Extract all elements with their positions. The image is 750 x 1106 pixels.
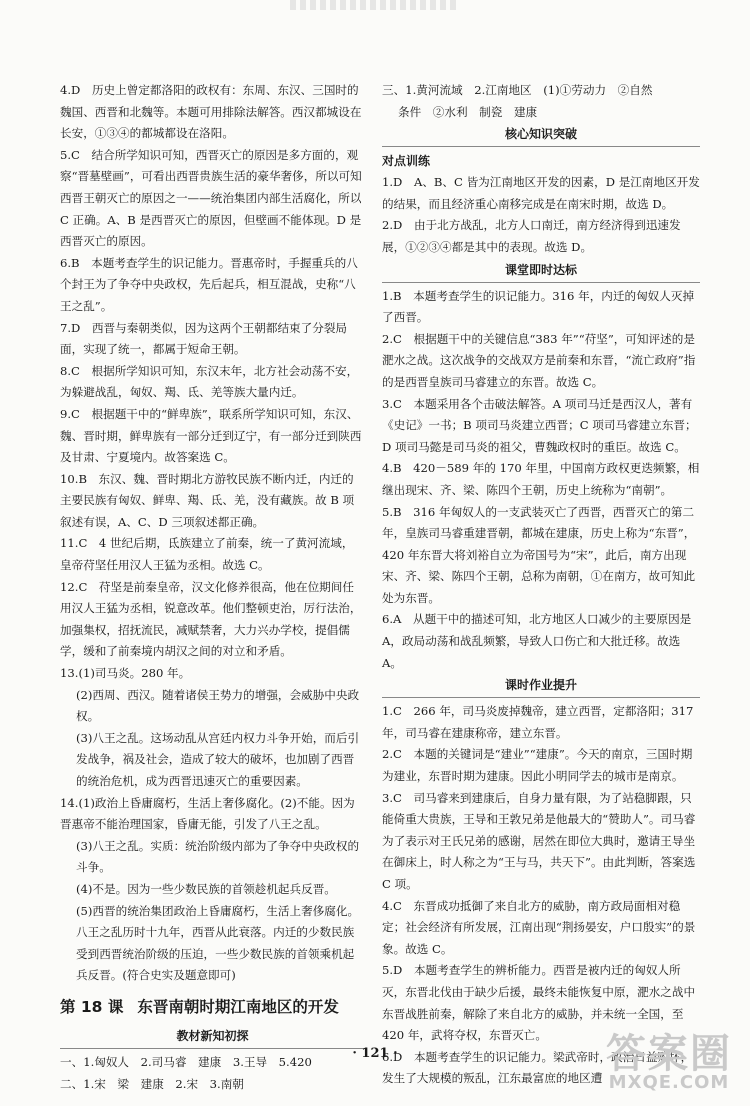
answer-item: 1.D A、B、C 皆为江南地区开发的因素，D 是江南地区开发的结果，而且经济重心南移完成是在南宋时期，故选 D。 [382,175,700,211]
watermark-url: MXQE.COM [608,1072,730,1093]
right-column [382,80,700,1090]
left-column [60,80,365,1095]
answer-item: 2.C 根据题干中的关键信息“383 年”“苻坚”，可知评述的是淝水之战。这次战争的交战双方是前秦和东晋，“流亡政府”指的是西晋皇族司马睿建立的东晋。故选 C。 [382,331,696,389]
answer-subitem: (5)西晋的统治集团政治上昏庸腐朽，生活上奢侈腐化。八王之乱历时十九年，西晋从此衰落。内迁的少数民族受到西晋统治阶级的压迫，一些少数民族的首领乘机起兵反晋。(符合史实及题意即可) [76,903,360,983]
lesson-name: 东晋南朝时期江南地区的开发 [137,997,339,1016]
subsection-heading: 对点训练 [382,154,431,169]
answer-item: 1.C 266 年，司马炎废掉魏帝，建立西晋，定都洛阳；317 年，司马睿在建康称帝，建立东晋。 [382,704,698,740]
scan-header-mark [290,0,460,10]
answer-item: 8.C 根据所学知识可知，东汉末年，北方社会动荡不安，为躲避战乱，匈奴、羯、氐、羌等族大量内迁。 [60,363,359,400]
answer-item: 4.D 历史上曾定都洛阳的政权有：东周、东汉、三国时的魏国、西晋和北魏等。本题可用排除法解答。西汉都城设在长安，①③④的都城都设在洛阳。 [60,83,362,141]
answer-subitem: (3)八王之乱。实质：统治阶级内部为了争夺中央政权的斗争。 [76,838,360,875]
answer-item: 2.C 本题的关键词是“建业”“建康”。今天的南京，三国时期为建业，东晋时期为建康。因此小明同学去的城市是南京。 [382,747,693,784]
answer-item: 4.B 420－589 年的 170 年里，中国南方政权更迭频繁，相继出现宋、齐、梁、陈四个王朝，历史上统称为“南朝”。 [382,461,700,497]
watermark-text: 答案圈 [606,1031,732,1077]
answer-item: 7.D 西晋与秦朝类似，因为这两个王朝都结束了分裂局面，实现了统一，都属于短命王朝。 [60,320,348,357]
answer-item: 11.C 4 世纪后期，氐族建立了前秦，统一了黄河流域，皇帝苻坚任用汉人王猛为丞相。故选 C。 [60,536,354,573]
answer-item: 6.B 本题考查学生的识记能力。晋惠帝时，手握重兵的八个封王为了争夺中央政权，先后起兵，相互混战，史称“八王之乱”。 [60,255,358,313]
answer-item: 6.A 从题干中的描述可知，北方地区人口减少的主要原因是 A，政局动荡和战乱频繁，导致人口伤亡和大批迁移。故选 A。 [382,612,695,670]
answer-subitem: (2)西周、西汉。随着诸侯王势力的增强，会威胁中央政权。 [76,687,360,724]
answer-item: 14.(1)政治上昏庸腐朽，生活上奢侈腐化。(2)不能。因为晋惠帝不能治理国家，昏庸无能，引发了八王之乱。 [60,795,355,832]
answer-item: 5.D 本题考查学生的辨析能力。西晋是被内迁的匈奴人所灭，东晋北伐由于缺少后援，最终未能恢复中原，淝水之战中东晋战胜前秦，解除了来自北方的威胁，并未统一全国，至 420 年，武将夺权，东晋灭亡。 [382,963,696,1043]
answer-subitem: (3)八王之乱。这场动乱从宫廷内权力斗争开始，而后引发战争，祸及社会，造成了较大的破坏，也加剧了西晋的统治危机，成为西晋迅速灭亡的重要因素。 [76,730,360,788]
answer-item: 5.B 316 年匈奴人的一支武装灭亡了西晋，西晋灭亡的第二年，皇族司马睿重建晋朝，都城在建康，历史上称为“东晋”，420 年东晋大将刘裕自立为帝国号为“宋”，此后，南方出现宋、齐、梁、陈四个王朝，总称为南朝，①在南方，故可知此处为东晋。 [382,504,696,605]
answer-item: 4.C 东晋成功抵御了来自北方的威胁，南方政局面相对稳定；社会经济有所发展，江南出现“荆扬晏安，户口殷实”的景象。故选 C。 [382,898,696,956]
section-heading: 核心知识突破 [504,127,577,142]
divider [382,282,700,283]
answer-item: 2.D 由于北方战乱，北方人口南迁，南方经济得到迅速发展，①②③④都是其中的表现。故选 D。 [382,218,681,254]
answer-item: 6.D 本题考查学生的识记能力。梁武帝时，政治日益败坏，发生了大规模的叛乱，江东最富庶的地区遭 [382,1049,693,1086]
answer-item: 12.C 苻坚是前秦皇帝，汉文化修养很高，他在位期间任用汉人王猛为丞相，锐意改革。他们整顿吏治，厉行法治，加强集权，招抚流民，减赋禁奢，大力兴办学校，提倡儒学，缓和了前秦境内胡汉之间的对立和矛盾。 [60,579,362,659]
section-heading: 课时作业提升 [504,678,577,693]
answer-subitem: (4)不是。因为一些少数民族的首领趁机起兵反晋。 [76,881,336,896]
answer-item: 1.B 本题考查学生的识记能力。316 年，内迁的匈奴人灭掉了西晋。 [382,288,695,325]
answer-item: 二、1.宋 梁 建康 2.宋 3.南朝 [60,1076,244,1091]
section-heading: 课堂即时达标 [504,262,577,277]
answer-item: 三、1.黄河流域 2.江南地区 (1)①劳动力 ②自然 [382,83,653,97]
answer-item: 10.B 东汉、魏、晋时期北方游牧民族不断内迁，内迁的主要民族有匈奴、鲜卑、羯、氐、羌，没有藏族。故 B 项叙述有误，A、C、D 三项叙述都正确。 [60,471,355,529]
answer-item: 5.C 结合所学知识可知，西晋灭亡的原因是多方面的，观察“晋墓壁画”，可看出西晋贵族生活的豪华奢侈，所以可知西晋王朝灭亡的原因之一——统治集团内部生活腐化，所以 C 正确。A、B 是西晋灭亡的原因，但壁画不能体现。D 是西晋灭亡的原因。 [60,147,366,249]
answer-item: 13.(1)司马炎。280 年。 [60,666,191,681]
section-heading: 教材新知初探 [176,1028,249,1043]
lesson-title [60,993,365,1021]
answer-item: 3.C 本题采用各个击破法解答。A 项司马迁是西汉人，著有《史记》一书；B 项司马炎建立西晋；C 项司马睿建立东晋；D 项司马懿是司马炎的祖父，曹魏政权时的重臣。故选 C。 [382,396,697,454]
answer-item: 9.C 根据题干中的“鲜卑族”，联系所学知识可知，东汉、魏、晋时期，鲜卑族有一部分迁到辽宁，有一部分迁到陕西及甘肃、宁夏境内。故答案选 C。 [60,406,362,465]
answer-item: 一、1.匈奴人 2.司马睿 建康 3.王导 5.420 [60,1054,312,1069]
answer-subitem: 条件 ②水利 制瓷 建康 [398,104,538,119]
answer-item: 3.C 司马睿来到建康后，自身力量有限，为了站稳脚跟，只能倚重大贵族，王导和王敦兄弟是他最大的“赞助人”。司马睿为了表示对王氏兄弟的感谢，居然在即位大典时，邀请王导坐在御床上，时人称之为“王与马，共天下”。由此判断，答案选 C 项。 [382,790,699,891]
page-number: · 121 · [352,1046,398,1061]
lesson-number: 第 18 课 [60,997,124,1016]
divider [382,146,700,147]
divider [382,697,700,698]
watermark-logo [606,1031,732,1093]
